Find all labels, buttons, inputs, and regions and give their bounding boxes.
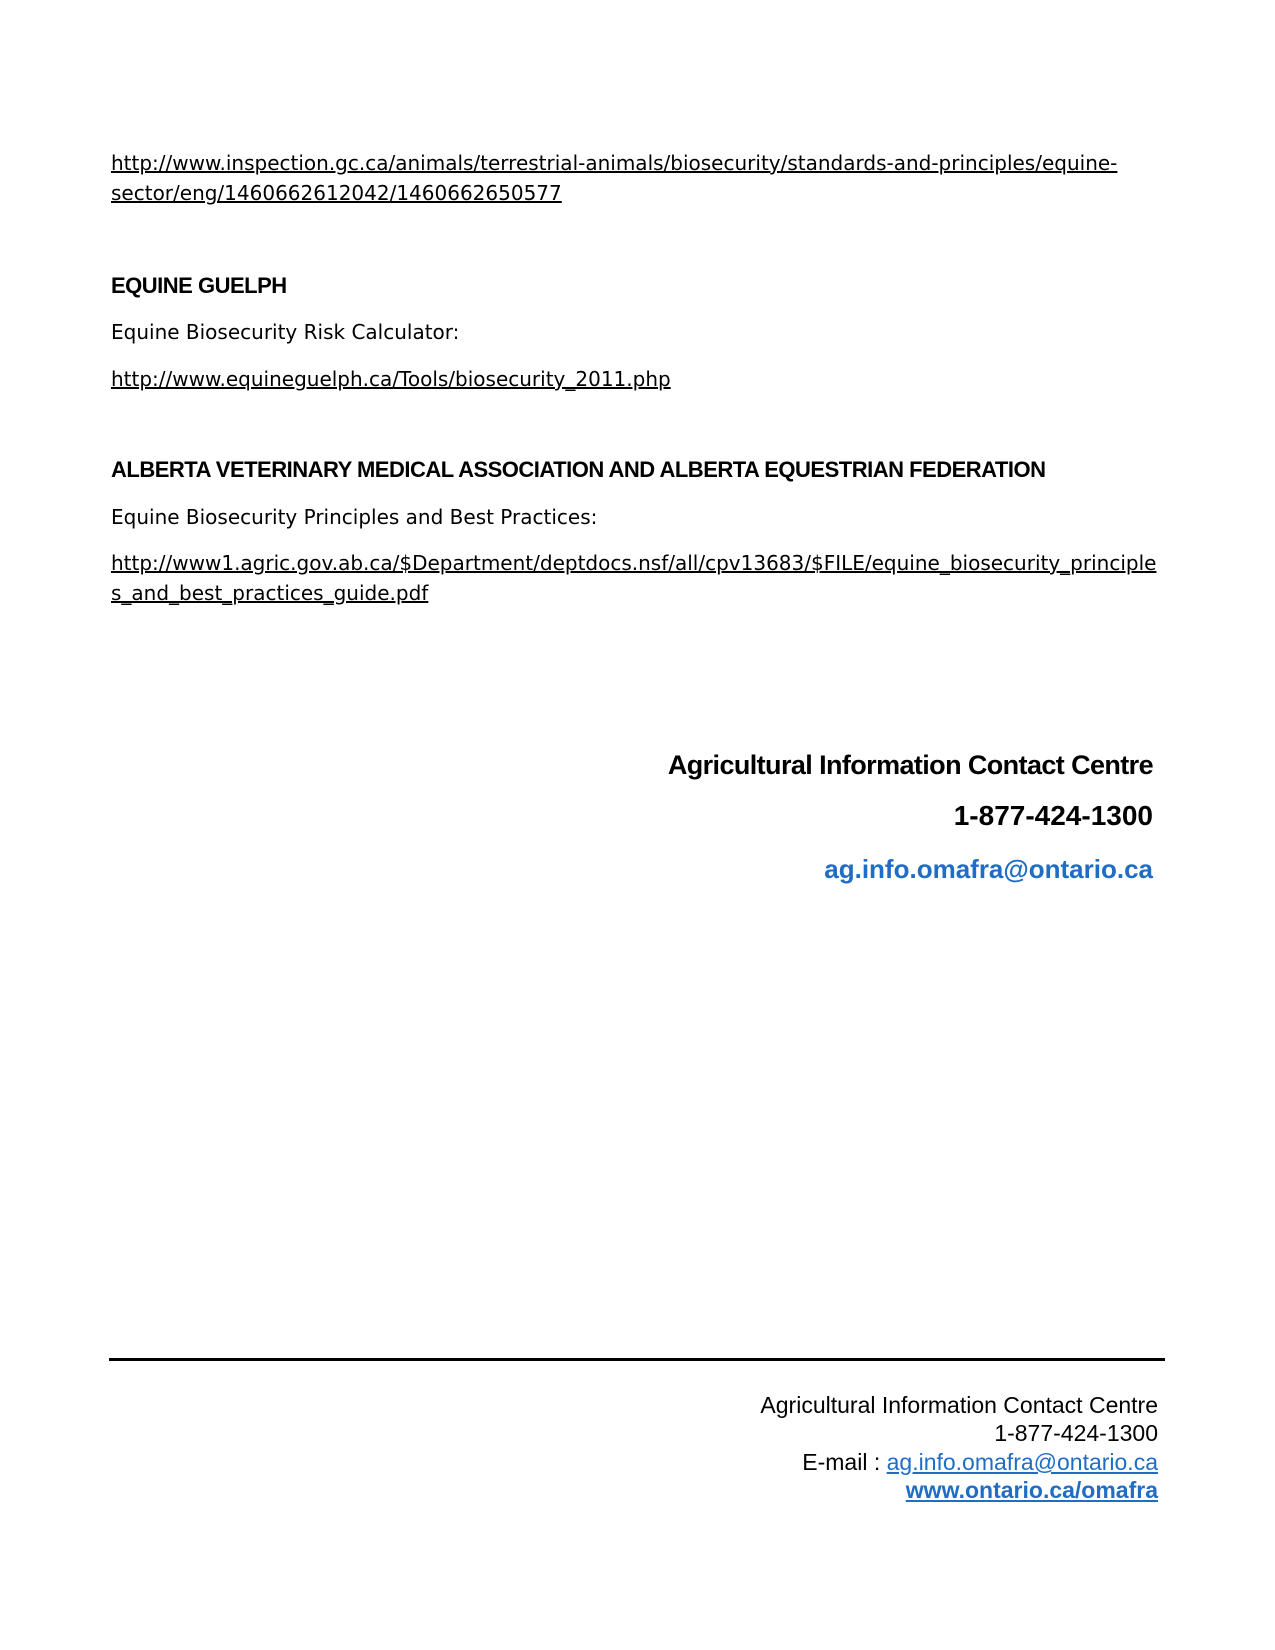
contact-centre-title: Agricultural Information Contact Centre	[667, 750, 1153, 780]
equine-guelph-link[interactable]: http://www.equineguelph.ca/Tools/biosecurity_2011.php	[111, 367, 671, 391]
footer-contact-title: Agricultural Information Contact Centre	[760, 1392, 1158, 1418]
principles-label: Equine Biosecurity Principles and Best Practices:	[111, 505, 598, 529]
footer-email-link[interactable]: ag.info.omafra@ontario.ca	[886, 1449, 1158, 1475]
footer-website-link[interactable]: www.ontario.ca/omafra	[905, 1477, 1158, 1503]
cfia-equine-link[interactable]: http://www.inspection.gc.ca/animals/terrestrial-animals/biosecurity/standards-and-principles/equine-sector/eng/1460662612042/1460662650577	[111, 151, 1118, 205]
footer-email-label: E-mail :	[802, 1449, 887, 1475]
footer-divider	[109, 1358, 1165, 1361]
contact-email-link[interactable]: ag.info.omafra@ontario.ca	[824, 854, 1153, 884]
alberta-heading: ALBERTA VETERINARY MEDICAL ASSOCIATION AND ALBERTA EQUESTRIAN FEDERATION	[111, 457, 1046, 482]
equine-guelph-heading: EQUINE GUELPH	[111, 273, 287, 298]
risk-calculator-label: Equine Biosecurity Risk Calculator:	[111, 320, 460, 344]
contact-phone: 1-877-424-1300	[953, 800, 1153, 831]
footer-email-line	[802, 1448, 1158, 1476]
footer-phone: 1-877-424-1300	[994, 1420, 1158, 1446]
alberta-guide-link[interactable]: http://www1.agric.gov.ab.ca/$Department/deptdocs.nsf/all/cpv13683/$FILE/equine_biosecurity_principles_and_best_practices_guide.pdf	[111, 551, 1157, 605]
